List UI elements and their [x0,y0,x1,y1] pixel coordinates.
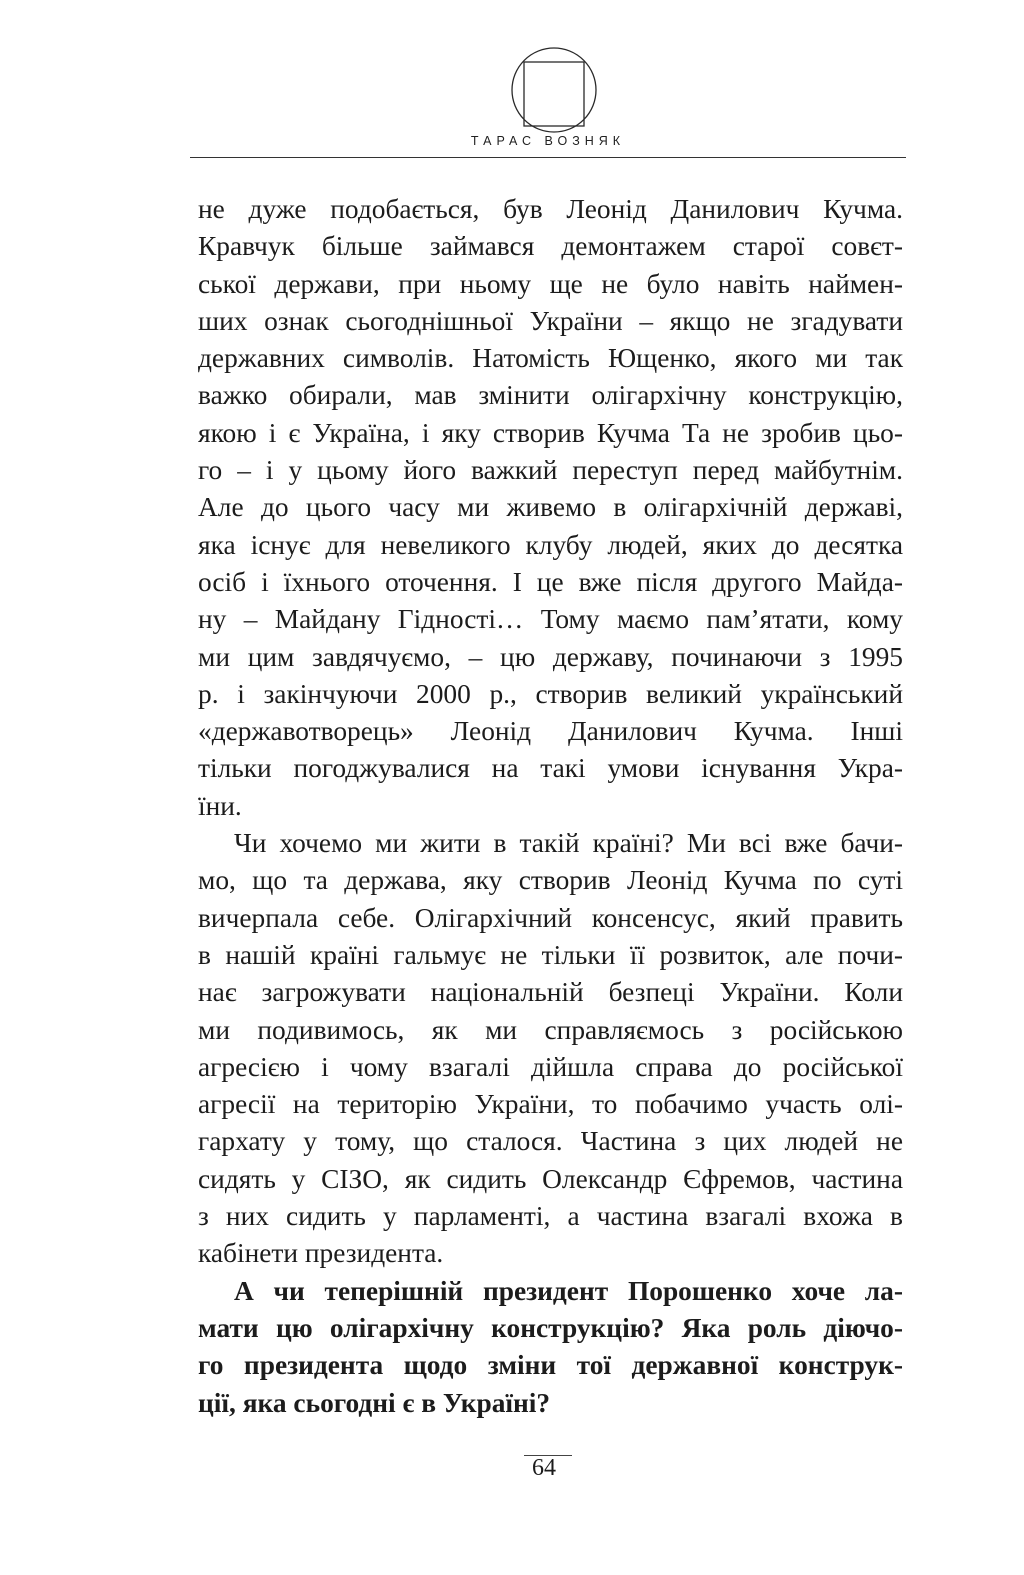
text-line: в нашій країні гальмує не тільки її розвиток, але почи- [198,939,903,970]
text-line: кабінети президента. [198,1238,444,1269]
question-line: ції, яка сьогодні є в Україні? [198,1387,551,1418]
text-line: сидять у СІЗО, як сидить Олександр Єфремов, частина [198,1163,903,1194]
text-line: державних символів. Натомість Ющенко, якого ми так [198,343,903,374]
text-line: з них сидить у парламенті, а частина взагалі вхожа в [198,1201,903,1232]
page-number: 64 [532,1455,556,1481]
text-line: р. і закінчуючи 2000 р., створив великий український [198,678,903,709]
text-line: Кравчук більше займався демонтажем старої совєт- [198,231,903,262]
circle-square-emblem-icon [510,46,598,134]
header-rule [190,157,906,158]
text-line: вичерпала себе. Олігархічний консенсус, який править [198,902,903,933]
text-line: го – і у цьому його важкий переступ перед майбутнім. [198,455,903,486]
text-line: осіб і їхнього оточення. І це вже після другого Майда- [198,566,903,597]
running-header-author: ТАРАС ВОЗНЯК [470,134,626,148]
text-line: нає загрожувати національній безпеці України. Коли [198,977,903,1008]
text-line: агресією і чому взагалі дійшла справа до російської [198,1051,903,1082]
interview-question [198,1273,903,1422]
text-line: їни. [198,790,242,821]
question-line: мати цю олігархічну конструкцію? Яка роль діючо- [198,1312,903,1343]
text-line: ми подивимось, як ми справляємось з російською [198,1014,903,1045]
text-line: якою і є Україна, і яку створив Кучма Та не зробив цьо- [198,417,903,448]
question-line: го президента щодо зміни тої державної конструк- [198,1350,903,1381]
text-line: важко обирали, мав змінити олігархічну конструкцію, [198,380,903,411]
text-line: яка існує для невеликого клубу людей, яких до десятка [198,529,903,560]
text-line: не дуже подобається, був Леонід Данилович Кучма. [198,194,903,224]
text-line: мо, що та держава, яку створив Леонід Кучма по суті [198,865,903,896]
question-line: А чи теперішній президент Порошенко хоче ла- [234,1275,903,1306]
text-line: ших ознак сьогоднішньої України – якщо не згадувати [198,305,903,336]
text-line: ми цим завдячуємо, – цю державу, починаючи з 1995 [198,641,903,672]
text-line: агресії на територію України, то побачимо участь олі- [198,1089,903,1120]
text-line: тільки погоджувалися на такі умови існування Укра- [198,753,903,784]
paragraph [198,825,903,1273]
text-line: ської держави, при ньому ще не було навіть наймен- [198,268,903,299]
text-line: «державотворець» Леонід Данилович Кучма. Інші [198,716,903,747]
text-line: Чи хочемо ми жити в такій країні? Ми всі вже бачи- [234,828,903,859]
text-line: гархату у тому, що сталося. Частина з цих людей не [198,1126,903,1157]
text-line: Але до цього часу ми живемо в олігархічній державі, [198,492,903,523]
paragraph [198,191,903,825]
text-line: ну – Майдану Гідності… Тому маємо пам’ятати, кому [198,604,903,635]
page-body [198,191,903,1422]
